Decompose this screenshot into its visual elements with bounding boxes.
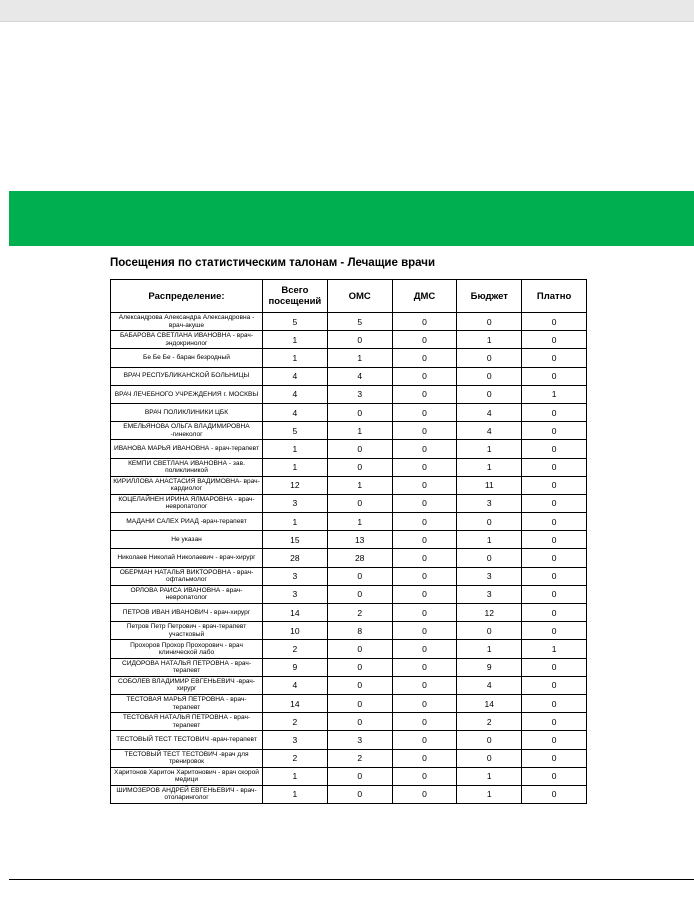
value-cell: 3 xyxy=(263,567,328,585)
value-cell: 0 xyxy=(522,713,587,731)
value-cell: 0 xyxy=(522,731,587,749)
value-cell: 1 xyxy=(522,640,587,658)
value-cell: 3 xyxy=(263,494,328,512)
table-row xyxy=(111,531,587,549)
value-cell: 12 xyxy=(457,604,522,622)
value-cell: 0 xyxy=(522,403,587,421)
value-cell: 28 xyxy=(263,549,328,567)
value-cell: 0 xyxy=(457,349,522,367)
value-cell: 0 xyxy=(457,622,522,640)
value-cell: 0 xyxy=(522,349,587,367)
value-cell: 0 xyxy=(327,331,392,349)
value-cell: 0 xyxy=(522,585,587,603)
value-cell: 0 xyxy=(392,313,457,331)
doctor-name-cell: Не указан xyxy=(111,531,263,549)
table-row xyxy=(111,622,587,640)
value-cell: 0 xyxy=(522,549,587,567)
table-row xyxy=(111,749,587,767)
value-cell: 0 xyxy=(392,385,457,403)
value-cell: 2 xyxy=(263,749,328,767)
value-cell: 3 xyxy=(457,494,522,512)
table-row xyxy=(111,422,587,440)
table-row xyxy=(111,513,587,531)
value-cell: 0 xyxy=(392,549,457,567)
value-cell: 0 xyxy=(522,604,587,622)
header-banner xyxy=(9,191,694,246)
value-cell: 0 xyxy=(392,567,457,585)
value-cell: 4 xyxy=(263,367,328,385)
value-cell: 9 xyxy=(263,658,328,676)
value-cell: 0 xyxy=(457,731,522,749)
top-toolbar-strip xyxy=(0,0,694,22)
value-cell: 0 xyxy=(392,585,457,603)
table-row xyxy=(111,713,587,731)
table-row xyxy=(111,440,587,458)
value-cell: 0 xyxy=(457,367,522,385)
value-cell: 0 xyxy=(392,494,457,512)
value-cell: 0 xyxy=(392,658,457,676)
value-cell: 0 xyxy=(522,676,587,694)
value-cell: 2 xyxy=(263,713,328,731)
value-cell: 2 xyxy=(327,749,392,767)
value-cell: 14 xyxy=(263,694,328,712)
doctor-name-cell: ИВАНОВА МАРЬЯ ИВАНОВНА - врач-терапевт xyxy=(111,440,263,458)
value-cell: 0 xyxy=(392,349,457,367)
table-row xyxy=(111,640,587,658)
value-cell: 0 xyxy=(392,513,457,531)
table-row xyxy=(111,549,587,567)
value-cell: 0 xyxy=(327,403,392,421)
value-cell: 0 xyxy=(327,785,392,803)
value-cell: 1 xyxy=(263,458,328,476)
doctor-name-cell: БАБАРОВА СВЕТЛАНА ИВАНОВНА - врач-эндокринолог xyxy=(111,331,263,349)
value-cell: 0 xyxy=(392,422,457,440)
value-cell: 0 xyxy=(392,440,457,458)
value-cell: 0 xyxy=(327,676,392,694)
value-cell: 2 xyxy=(457,713,522,731)
value-cell: 0 xyxy=(392,767,457,785)
value-cell: 5 xyxy=(263,422,328,440)
value-cell: 1 xyxy=(327,349,392,367)
table-row xyxy=(111,658,587,676)
value-cell: 0 xyxy=(392,676,457,694)
doctor-name-cell: ВРАЧ РЕСПУБЛИКАНСКОЙ БОЛЬНИЦЫ xyxy=(111,367,263,385)
value-cell: 3 xyxy=(457,585,522,603)
value-cell: 0 xyxy=(522,622,587,640)
value-cell: 1 xyxy=(457,640,522,658)
value-cell: 1 xyxy=(457,440,522,458)
doctor-name-cell: ПЕТРОВ ИВАН ИВАНОВИЧ - врач-хирург xyxy=(111,604,263,622)
value-cell: 1 xyxy=(263,513,328,531)
doctor-name-cell: ШИМОЗЕРОВ АНДРЕЙ ЕВГЕНЬЕВИЧ - врач-отоларинголог xyxy=(111,785,263,803)
doctor-name-cell: ОБЕРМАН НАТАЛЬЯ ВИКТОРОВНА - врач-офтальмолог xyxy=(111,567,263,585)
value-cell: 0 xyxy=(327,713,392,731)
value-cell: 0 xyxy=(522,367,587,385)
value-cell: 0 xyxy=(522,494,587,512)
value-cell: 0 xyxy=(392,694,457,712)
table-row xyxy=(111,604,587,622)
value-cell: 0 xyxy=(522,749,587,767)
value-cell: 0 xyxy=(392,331,457,349)
doctor-name-cell: ОРЛОВА РАИСА ИВАНОВНА - врач-невропатолог xyxy=(111,585,263,603)
value-cell: 0 xyxy=(522,331,587,349)
value-cell: 9 xyxy=(457,658,522,676)
value-cell: 4 xyxy=(457,403,522,421)
table-row xyxy=(111,367,587,385)
doctor-name-cell: СИДОРОВА НАТАЛЬЯ ПЕТРОВНА - врач-терапевт xyxy=(111,658,263,676)
value-cell: 0 xyxy=(392,640,457,658)
table-row xyxy=(111,349,587,367)
doctor-name-cell: ТЕСТОВЫЙ ТЕСТ ТЕСТОВИЧ -врач для тренировок xyxy=(111,749,263,767)
doctor-name-cell: СОБОЛЕВ ВЛАДИМИР ЕВГЕНЬЕВИЧ -врач-хирург xyxy=(111,676,263,694)
doctor-name-cell: Прохоров Прохор Прохорович - врач клинической лабо xyxy=(111,640,263,658)
value-cell: 0 xyxy=(522,567,587,585)
report-title: Посещения по статистическим талонам - Лечащие врачи xyxy=(110,257,436,269)
value-cell: 3 xyxy=(327,731,392,749)
value-cell: 14 xyxy=(263,604,328,622)
value-cell: 0 xyxy=(327,458,392,476)
value-cell: 0 xyxy=(457,313,522,331)
value-cell: 0 xyxy=(522,458,587,476)
value-cell: 4 xyxy=(327,367,392,385)
value-cell: 0 xyxy=(327,658,392,676)
doctor-name-cell: Александрова Александра Александровна - врач-акуше xyxy=(111,313,263,331)
value-cell: 0 xyxy=(522,785,587,803)
doctor-name-cell: МАДАНИ САЛЕХ РИАД -врач-терапевт xyxy=(111,513,263,531)
doctor-name-cell: Петров Петр Петрович - врач-терапевт участковый xyxy=(111,622,263,640)
value-cell: 0 xyxy=(522,513,587,531)
value-cell: 1 xyxy=(522,385,587,403)
table-row xyxy=(111,494,587,512)
col-header-distribution: Распределение: xyxy=(111,280,263,313)
value-cell: 1 xyxy=(457,458,522,476)
report-table xyxy=(110,279,587,804)
value-cell: 0 xyxy=(522,531,587,549)
value-cell: 4 xyxy=(457,422,522,440)
value-cell: 0 xyxy=(522,313,587,331)
value-cell: 0 xyxy=(457,749,522,767)
value-cell: 3 xyxy=(327,385,392,403)
value-cell: 0 xyxy=(457,513,522,531)
table-row xyxy=(111,676,587,694)
table-row xyxy=(111,694,587,712)
value-cell: 0 xyxy=(522,767,587,785)
col-header-budget: Бюджет xyxy=(457,280,522,313)
value-cell: 4 xyxy=(263,403,328,421)
value-cell: 1 xyxy=(263,349,328,367)
doctor-name-cell: Николаев Николай Николаевич - врач-хирург xyxy=(111,549,263,567)
value-cell: 0 xyxy=(327,640,392,658)
doctor-name-cell: ВРАЧ ПОЛИКЛИНИКИ ЦБК xyxy=(111,403,263,421)
value-cell: 0 xyxy=(392,749,457,767)
col-header-total-visits: Всего посещений xyxy=(263,280,328,313)
value-cell: 4 xyxy=(263,676,328,694)
doctor-name-cell: КИРИЛЛОВА АНАСТАСИЯ ВАДИМОВНА- врач-кардиолог xyxy=(111,476,263,494)
value-cell: 0 xyxy=(522,694,587,712)
value-cell: 4 xyxy=(263,385,328,403)
table-row xyxy=(111,385,587,403)
value-cell: 0 xyxy=(522,422,587,440)
value-cell: 10 xyxy=(263,622,328,640)
value-cell: 3 xyxy=(263,731,328,749)
value-cell: 2 xyxy=(263,640,328,658)
doctor-name-cell: ТЕСТОВАЯ НАТАЛЬЯ ПЕТРОВНА - врач-терапевт xyxy=(111,713,263,731)
value-cell: 0 xyxy=(522,658,587,676)
value-cell: 1 xyxy=(457,785,522,803)
value-cell: 3 xyxy=(263,585,328,603)
table-row xyxy=(111,731,587,749)
value-cell: 0 xyxy=(327,585,392,603)
value-cell: 1 xyxy=(263,767,328,785)
value-cell: 1 xyxy=(327,476,392,494)
value-cell: 1 xyxy=(263,440,328,458)
doctor-name-cell: ЕМЕЛЬЯНОВА ОЛЬГА ВЛАДИМИРОВНА -гинеколог xyxy=(111,422,263,440)
value-cell: 0 xyxy=(392,476,457,494)
doctor-name-cell: ТЕСТОВЫЙ ТЕСТ ТЕСТОВИЧ -врач-терапевт xyxy=(111,731,263,749)
value-cell: 0 xyxy=(392,622,457,640)
value-cell: 1 xyxy=(327,422,392,440)
value-cell: 1 xyxy=(457,767,522,785)
table-row xyxy=(111,767,587,785)
table-row xyxy=(111,567,587,585)
value-cell: 0 xyxy=(522,476,587,494)
doctor-name-cell: КЕМПИ СВЕТЛАНА ИВАНОВНА - зав. поликлиникой xyxy=(111,458,263,476)
value-cell: 13 xyxy=(327,531,392,549)
value-cell: 0 xyxy=(392,731,457,749)
table-row xyxy=(111,585,587,603)
table-row xyxy=(111,785,587,803)
value-cell: 5 xyxy=(263,313,328,331)
value-cell: 0 xyxy=(392,713,457,731)
value-cell: 0 xyxy=(457,385,522,403)
doctor-name-cell: Бе Бе Бе - баран безродный xyxy=(111,349,263,367)
value-cell: 0 xyxy=(392,785,457,803)
value-cell: 28 xyxy=(327,549,392,567)
value-cell: 0 xyxy=(327,767,392,785)
col-header-paid: Платно xyxy=(522,280,587,313)
value-cell: 11 xyxy=(457,476,522,494)
value-cell: 0 xyxy=(327,567,392,585)
value-cell: 12 xyxy=(263,476,328,494)
doctor-name-cell: ВРАЧ ЛЕЧЕБНОГО УЧРЕЖДЕНИЯ г. МОСКВЫ xyxy=(111,385,263,403)
value-cell: 5 xyxy=(327,313,392,331)
table-row xyxy=(111,403,587,421)
col-header-dms: ДМС xyxy=(392,280,457,313)
value-cell: 8 xyxy=(327,622,392,640)
table-header-row xyxy=(111,280,587,313)
value-cell: 15 xyxy=(263,531,328,549)
page-footer-divider xyxy=(9,879,694,880)
value-cell: 3 xyxy=(457,567,522,585)
value-cell: 2 xyxy=(327,604,392,622)
value-cell: 0 xyxy=(327,494,392,512)
value-cell: 1 xyxy=(457,531,522,549)
value-cell: 0 xyxy=(392,367,457,385)
value-cell: 1 xyxy=(327,513,392,531)
value-cell: 0 xyxy=(522,440,587,458)
doctor-name-cell: Харитонов Харитон Харитонович - врач скорой медици xyxy=(111,767,263,785)
value-cell: 0 xyxy=(392,458,457,476)
table-row xyxy=(111,458,587,476)
doctor-name-cell: ТЕСТОВАЯ МАРЬЯ ПЕТРОВНА - врач-терапевт xyxy=(111,694,263,712)
value-cell: 0 xyxy=(392,531,457,549)
table-row xyxy=(111,331,587,349)
value-cell: 0 xyxy=(327,440,392,458)
value-cell: 1 xyxy=(263,331,328,349)
value-cell: 0 xyxy=(392,604,457,622)
table-row xyxy=(111,313,587,331)
value-cell: 1 xyxy=(263,785,328,803)
value-cell: 0 xyxy=(457,549,522,567)
value-cell: 1 xyxy=(457,331,522,349)
value-cell: 4 xyxy=(457,676,522,694)
value-cell: 0 xyxy=(327,694,392,712)
value-cell: 0 xyxy=(392,403,457,421)
table-row xyxy=(111,476,587,494)
col-header-oms: ОМС xyxy=(327,280,392,313)
doctor-name-cell: КОЦЕЛАЙНЕН ИРИНА ЯЛМАРОВНА - врач- невропатолог xyxy=(111,494,263,512)
value-cell: 14 xyxy=(457,694,522,712)
